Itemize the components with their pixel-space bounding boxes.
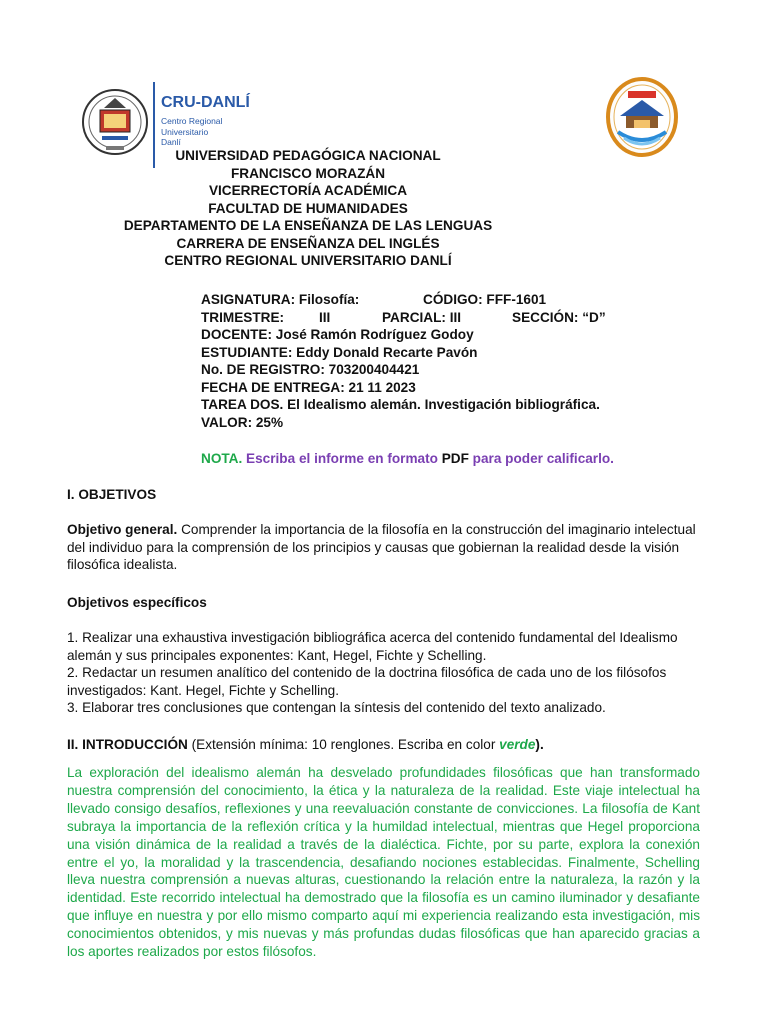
introduccion-note-color: verde (499, 737, 536, 752)
estudiante: ESTUDIANTE: Eddy Donald Recarte Pavón (201, 344, 478, 360)
introduccion-title: II. INTRODUCCIÓN (67, 737, 188, 752)
tarea: TAREA DOS. El Idealismo alemán. Investigación bibliográfica. (201, 397, 600, 412)
header-line: VICERRECTORÍA ACADÉMICA (208, 183, 408, 198)
parcial: PARCIAL: III (382, 309, 462, 325)
objetivos-heading: I. OBJETIVOS (67, 487, 157, 502)
university-header (0, 147, 768, 270)
trimestre-value: III (319, 309, 331, 325)
header-line: CARRERA DE ENSEÑANZA DEL INGLÉS (176, 235, 440, 251)
logo-title: CRU-DANLÍ (161, 94, 250, 111)
objetivo-general-text: Comprender la importancia de la filosofía en la construcción del imaginario intelectual del individuo para la comprensión de los principios y causas que gobiernan la realidad desde la visión filosófica idealista. (67, 522, 696, 572)
registro: No. DE REGISTRO: 703200404421 (201, 362, 420, 377)
objetivo-general-label: Objetivo general. (67, 522, 178, 537)
introduccion-heading (67, 736, 707, 754)
introduccion-note: (Extensión mínima: 10 renglones. Escriba en color (187, 737, 500, 752)
objetivos-especificos-list (67, 629, 712, 717)
list-item: 2. Redactar un resumen analítico del contenido de la doctrina filosófica de cada uno de los filósofos investigados: Kant. Hegel, Fichte y Schelling. (67, 665, 667, 698)
course-info (201, 291, 606, 431)
header-line: CENTRO REGIONAL UNIVERSITARIO DANLÍ (164, 253, 452, 268)
docente: DOCENTE: José Ramón Rodríguez Godoy (201, 327, 474, 342)
nota-pdf: PDF (441, 451, 469, 466)
introduccion-body: La exploración del idealismo alemán ha desvelado profundidades filosóficas que han transformado nuestra comprensión del conocimiento, la ética y la naturaleza de la realidad. Este viaje intelectual ha llevado consigo desafíos, reflexiones y una reevaluación constante de convicciones. La filosofía de Kant subraya la importancia de la reflexión crítica y la humildad intelectual, mientras que Hegel proporciona una visión dinámica de la realidad a través de la dialéctica. Fichte, por su parte, explora la conexión entre el yo, la moralidad y la trascendencia, desafiando nociones establecidas. Finalmente, Schelling lleva nuestra comprensión a nuevas alturas, cuestionando la relación entre la naturaleza, la razón y la identidad. Este recorrido intelectual ha demostrado que la filosofía es un camino iluminador y desafiante que influye en nuestra y por ello mismo comparto aquí mi experiencia realizando esta investigación, mis conocimientos obtenidos, y mis nuevas y más profundas dudas filosóficas que han aparecido gracias a los aportes realizados por estos filósofos. (67, 765, 700, 960)
logo-subtitle: Centro Regional Universitario Danlí (161, 116, 223, 147)
faculty-emblem-icon (604, 76, 680, 158)
nota-text: Escriba el informe en formato (242, 451, 442, 466)
header-line: FRANCISCO MORAZÁN (230, 165, 386, 181)
nota (201, 451, 614, 466)
objetivos-especificos-heading: Objetivos específicos (67, 595, 207, 610)
list-item: 3. Elaborar tres conclusiones que contengan la síntesis del contenido del texto analizado. (67, 700, 606, 715)
list-item: 1. Realizar una exhaustiva investigación bibliográfica acerca del contenido fundamental del Idealismo alemán y sus principales exponentes: Kant, Hegel, Fichte y Schelling. (67, 630, 678, 663)
valor: VALOR: 25% (201, 414, 284, 430)
trimestre-label: TRIMESTRE: (201, 309, 285, 325)
header-line: UNIVERSIDAD PEDAGÓGICA NACIONAL (175, 148, 441, 163)
asignatura: ASIGNATURA: Filosofía: (201, 292, 360, 307)
introduccion-note-end: ). (535, 737, 544, 752)
header-line: DEPARTAMENTO DE LA ENSEÑANZA DE LAS LENGUAS (123, 218, 493, 233)
nota-label: NOTA. (201, 451, 243, 466)
codigo: CÓDIGO: FFF-1601 (423, 292, 547, 307)
nota-text-end: para poder calificarlo. (468, 451, 614, 466)
header-line: FACULTAD DE HUMANIDADES (208, 200, 408, 216)
objetivo-general (67, 521, 707, 574)
seccion: SECCIÓN: “D” (512, 309, 606, 325)
fecha-entrega: FECHA DE ENTREGA: 21 11 2023 (201, 379, 416, 395)
